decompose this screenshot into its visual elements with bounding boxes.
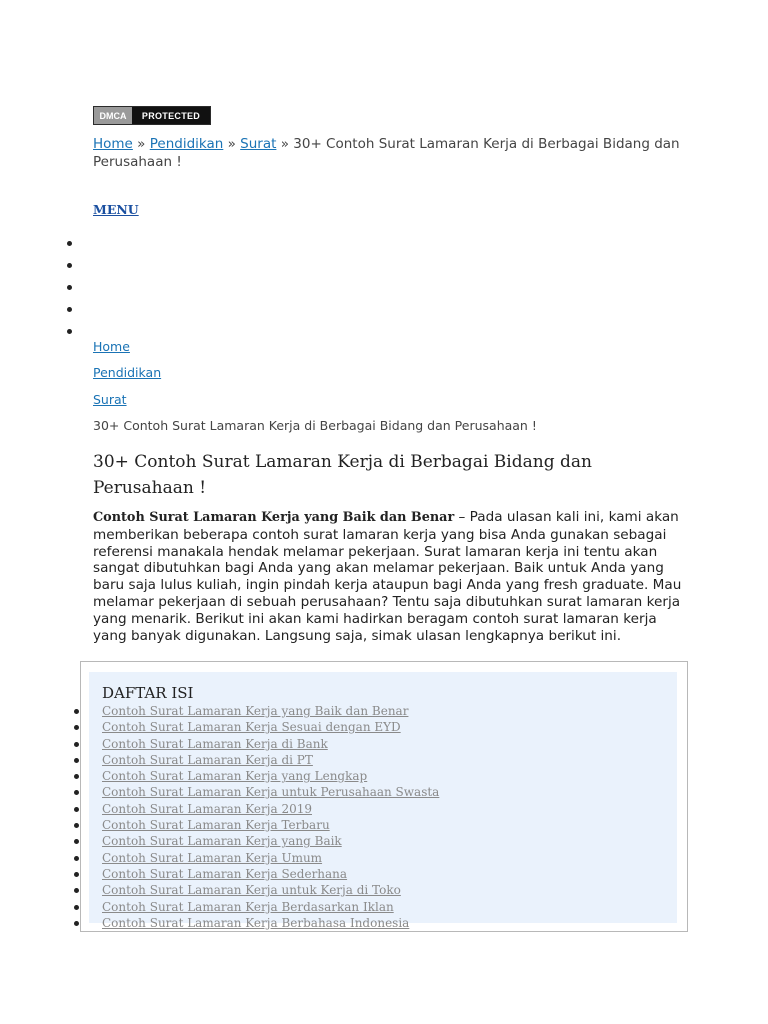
breadcrumb-pendidikan-link[interactable]: Pendidikan: [149, 136, 224, 152]
toc-link[interactable]: Contoh Surat Lamaran Kerja di Bank: [102, 736, 328, 751]
toc-link[interactable]: Contoh Surat Lamaran Kerja Berbahasa Indonesia: [102, 915, 410, 930]
menu-link[interactable]: MENU: [93, 202, 139, 217]
toc-item: [89, 736, 439, 752]
breadcrumb-surat-link[interactable]: Surat: [240, 136, 277, 152]
toc-item: [89, 719, 439, 735]
crumb-list-current: 30+ Contoh Surat Lamaran Kerja di Berbagai Bidang dan Perusahaan !: [93, 417, 537, 433]
article-title: 30+ Contoh Surat Lamaran Kerja di Berbagai Bidang dan Perusahaan !: [93, 452, 592, 498]
toc-link[interactable]: Contoh Surat Lamaran Kerja yang Lengkap: [102, 769, 368, 784]
breadcrumb-separator: »: [280, 136, 289, 152]
breadcrumb-separator: »: [227, 136, 236, 152]
toc-heading: DAFTAR ISI: [102, 684, 194, 702]
toc-link[interactable]: Contoh Surat Lamaran Kerja Sesuai dengan EYD: [102, 720, 401, 735]
toc-item: [89, 703, 439, 719]
table-of-contents: [80, 661, 688, 932]
toc-link[interactable]: Contoh Surat Lamaran Kerja di PT: [102, 752, 313, 767]
toc-item: [89, 784, 439, 800]
toc-item: [89, 833, 439, 849]
breadcrumb-separator: »: [137, 136, 146, 152]
breadcrumb-home-link[interactable]: Home: [93, 136, 133, 152]
toc-item: [89, 850, 439, 866]
toc-item: [89, 882, 439, 898]
toc-link[interactable]: Contoh Surat Lamaran Kerja untuk Perusahaan Swasta: [102, 785, 440, 800]
toc-link[interactable]: Contoh Surat Lamaran Kerja Umum: [102, 850, 323, 865]
toc-item: [89, 817, 439, 833]
toc-link[interactable]: Contoh Surat Lamaran Kerja Berdasarkan Iklan: [102, 899, 394, 914]
dmca-protected-badge[interactable]: [93, 106, 211, 125]
toc-link[interactable]: Contoh Surat Lamaran Kerja Terbaru: [102, 818, 330, 833]
toc-link[interactable]: Contoh Surat Lamaran Kerja yang Baik dan Benar: [102, 704, 409, 718]
toc-item: [89, 915, 439, 931]
toc-link[interactable]: Contoh Surat Lamaran Kerja yang Baik: [102, 834, 342, 849]
toc-item: [89, 752, 439, 768]
article-intro: [93, 509, 688, 644]
dmca-badge-right: PROTECTED: [132, 107, 210, 124]
article-intro-text: – Pada ulasan kali ini, kami akan memberikan beberapa contoh surat lamaran kerja yang bisa Anda gunakan sebagai referensi manakala hendak melamar pekerjaan. Surat lamaran kerja ini tentu akan sangat dibutuhkan bagi Anda yang akan melamar pekerjaan. Baik untuk Anda yang baru saja lulus kuliah, ingin pindah kerja ataupun bagi Anda yang fresh graduate. Mau melamar pekerjaan di sebuah perusahaan? Tentu saja dibutuhkan surat lamaran kerja yang menarik. Berikut ini akan kami hadirkan beragam contoh surat lamaran kerja yang banyak digunakan. Langsung saja, simak ulasan lengkapnya berikut ini.: [93, 509, 682, 644]
breadcrumb: [93, 135, 693, 171]
crumb-list-home-link[interactable]: Home: [93, 339, 130, 354]
dmca-badge-left: DMCA: [94, 107, 132, 124]
toc-item: [89, 801, 439, 817]
toc-item: [89, 768, 439, 784]
crumb-list-surat-link[interactable]: Surat: [93, 391, 127, 407]
breadcrumb-list: [93, 339, 537, 444]
toc-link[interactable]: Contoh Surat Lamaran Kerja untuk Kerja di Toko: [102, 883, 401, 898]
article-intro-bold: Contoh Surat Lamaran Kerja yang Baik dan Benar: [93, 510, 455, 525]
toc-list: [89, 703, 439, 931]
toc-panel: [89, 672, 677, 930]
toc-item: [89, 866, 439, 882]
crumb-list-pendidikan-link[interactable]: Pendidikan: [93, 365, 162, 381]
toc-link[interactable]: Contoh Surat Lamaran Kerja Sederhana: [102, 866, 348, 881]
toc-link[interactable]: Contoh Surat Lamaran Kerja 2019: [102, 801, 312, 816]
toc-item: [89, 899, 439, 915]
breadcrumb-current: 30+ Contoh Surat Lamaran Kerja di Berbagai Bidang dan Perusahaan !: [93, 136, 680, 170]
